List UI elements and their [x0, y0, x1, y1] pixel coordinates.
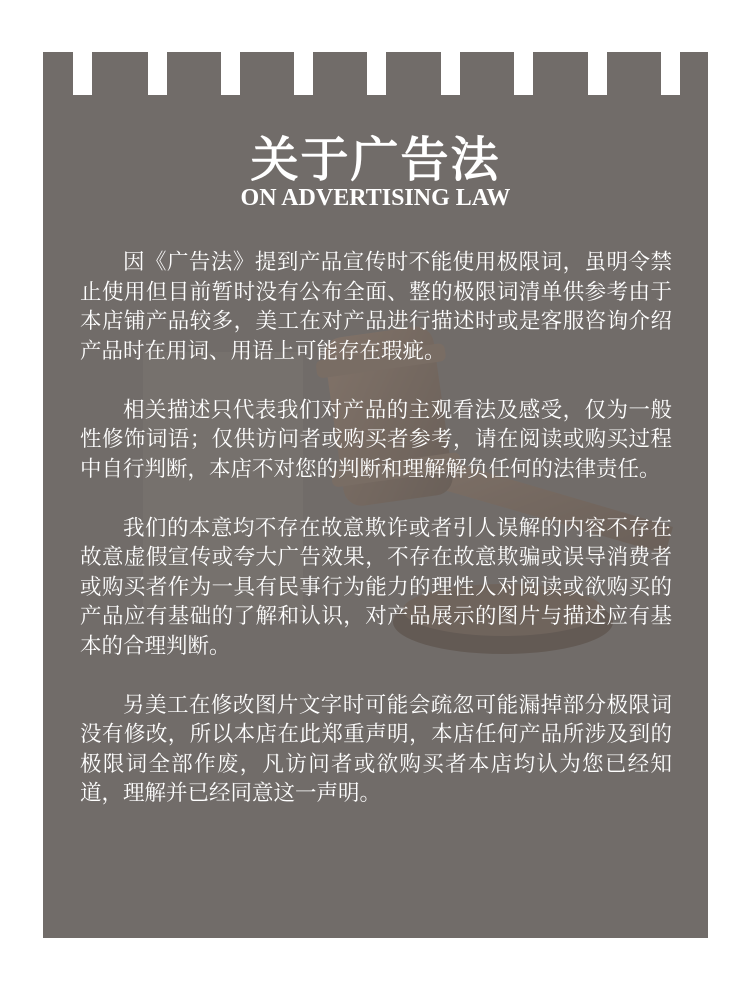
paragraph: 我们的本意均不存在故意欺诈或者引人误解的内容不存在故意虚假宣传或夸大广告效果，不存在故意欺骗或误导消费者或购买者作为一具有民事行为能力的理性人对阅读或欲购买的产品应有基础的了解和认识，对产品展示的图片与描述应有基本的合理判断。 — [80, 515, 672, 659]
notch-decoration — [221, 52, 240, 95]
notch-decoration — [367, 52, 386, 95]
notch-decoration — [588, 52, 607, 95]
page-title: 关于广告法 — [250, 132, 501, 188]
notch-decoration — [73, 52, 92, 95]
page-subtitle: ON ADVERTISING LAW — [240, 185, 511, 211]
notice-body — [80, 248, 672, 838]
notch-decoration — [441, 52, 460, 95]
notch-decoration — [661, 52, 680, 95]
paragraph: 相关描述只代表我们对产品的主观看法及感受，仅为一般性修饰词语；仅供访问者或购买者参考，请在阅读或购买过程中自行判断，本店不对您的判断和理解解负任何的法律责任。 — [80, 397, 672, 482]
notch-decoration — [148, 52, 167, 95]
paragraph: 因《广告法》提到产品宣传时不能使用极限词，虽明令禁止使用但目前暂时没有公布全面、整的极限词清单供参考由于本店铺产品较多，美工在对产品进行描述时或是客服咨询介绍产品时在用词、用语上可能存在瑕疵。 — [80, 250, 672, 364]
notch-decoration — [514, 52, 533, 95]
paragraph: 另美工在修改图片文字时可能会疏忽可能漏掉部分极限词没有修改，所以本店在此郑重声明，本店任何产品所涉及到的极限词全部作废，凡访问者或欲购买者本店均认为您已经知道，理解并已经同意这一声明。 — [80, 692, 672, 806]
notice-card — [43, 52, 708, 938]
notch-decoration — [294, 52, 313, 95]
